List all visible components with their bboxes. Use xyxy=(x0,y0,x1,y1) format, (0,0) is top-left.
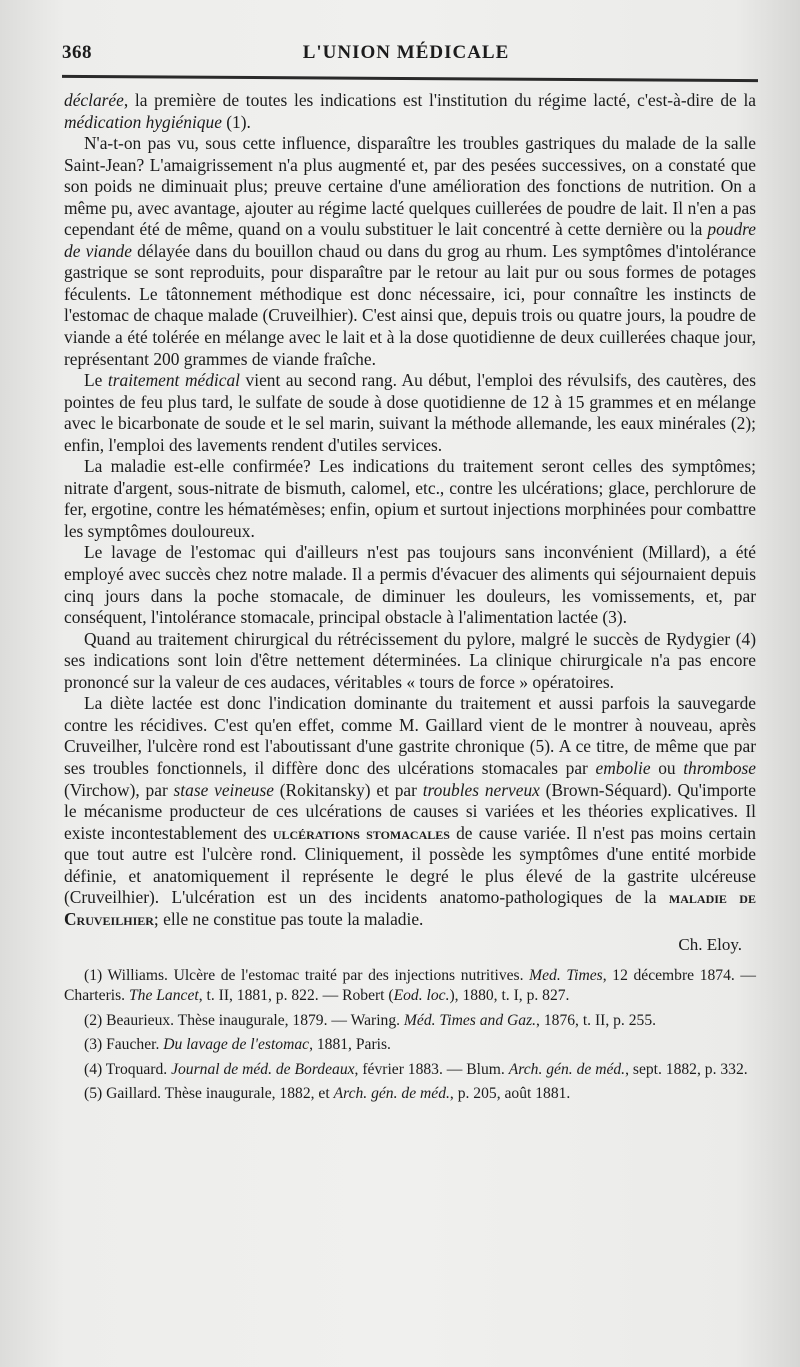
text-run: ou xyxy=(650,757,684,778)
text-run: Le xyxy=(84,370,108,391)
text-run: N'a-t-on pas vu, sous cette influence, disparaître les troubles gastriques du malade de la salle Saint-Jean? L'amaigrissement n'a plus augmenté et, par des pesées successives, on a constaté que son poids ne diminuait plus; preuve certaine d'une amélioration des fonctions de nutrition. On a même pu, avec avantage, ajouter au régime lacté quelques cuillerées de poudre de lait. Il n'en a pas cependant été de même, quand on a voulu substituer le lait concentré à cette dernière ou la xyxy=(64,133,756,240)
italic-text: médication hygiénique xyxy=(64,111,222,132)
body-paragraph xyxy=(64,542,756,628)
footnote xyxy=(64,1060,756,1081)
body-paragraph xyxy=(64,456,756,542)
footnote xyxy=(64,1035,756,1056)
text-run: ; elle ne constitue pas toute la maladie. xyxy=(153,908,424,929)
footnote xyxy=(64,1084,756,1105)
text-run: délayée dans du bouillon chaud ou dans du grog au rhum. Les symptômes d'intolérance gastrique se sont reproduits, pour disparaître par le retour au lait pur ou sous formes de potages féculents. Le tâtonnement méthodique est donc nécessaire, ici, pour connaître les instincts de l'estomac de chaque malade (Cruveilhier). C'est ainsi que, depuis trois ou quatre jours, la poudre de viande a été tolérée en mélange avec le lait et à la dose quotidienne de deux cuillerées chaque jour, représentant 200 grammes de viande fraîche. xyxy=(64,240,756,369)
header-rule xyxy=(62,75,758,82)
footnotes xyxy=(64,966,756,1105)
text-run: (Brown-Séquard). Qu'importe le mécanisme producteur de ces ulcérations de causes si variées et les théories explicatives. Il existe incontestablement des xyxy=(64,779,756,843)
italic-text: Arch. gén. de méd. xyxy=(508,1060,626,1078)
italic-text: Med. Times xyxy=(529,966,603,984)
body-paragraph xyxy=(64,90,756,133)
text-run: , 1881, Paris. xyxy=(309,1036,391,1054)
page-number: 368 xyxy=(62,42,92,63)
text-run: (2) Beaurieux. Thèse inaugurale, 1879. — Waring. xyxy=(84,1011,404,1029)
text-run: ), 1880, t. I, p. 827. xyxy=(449,987,570,1005)
italic-text: déclarée xyxy=(64,90,124,110)
small-caps-text: ulcérations stomacales xyxy=(272,822,450,843)
italic-text: Arch. gén. de méd. xyxy=(333,1085,450,1103)
italic-text: poudre de viande xyxy=(64,219,756,261)
text-run: (Virchow), par xyxy=(64,779,174,800)
text-run: Le lavage de l'estomac qui d'ailleurs n'est pas toujours sans inconvénient (Millard), a été employé avec succès chez notre malade. Il a permis d'évacuer des aliments qui séjournaient depuis cinq jours dans la poche stomacale, de diminuer les douleurs, les vomissements, et, par conséquent, l'intolérance stomacale, principal obstacle à l'alimentation lactée (3). xyxy=(64,542,756,628)
italic-text: traitement médical xyxy=(107,370,240,391)
italic-text: Du lavage de l'estomac xyxy=(163,1036,310,1054)
italic-text: thrombose xyxy=(683,757,756,778)
italic-text: The Lancet xyxy=(128,987,199,1005)
text-run: (4) Troquard. xyxy=(84,1060,172,1078)
body-paragraph xyxy=(64,629,756,694)
text-run: , février 1883. — Blum. xyxy=(354,1060,509,1078)
article-body xyxy=(64,90,756,1109)
text-run: , p. 205, août 1881. xyxy=(449,1085,571,1103)
italic-text: troubles nerveux xyxy=(422,779,540,800)
italic-text: embolie xyxy=(595,757,651,778)
text-run: (Rokitansky) et par xyxy=(273,779,423,800)
body-paragraph xyxy=(64,370,756,456)
text-run: , la première de toutes les indications est l'institution du régime lacté, c'est-à-dire de la xyxy=(123,90,756,110)
text-run: La maladie est-elle confirmée? Les indications du traitement seront celles des symptômes; nitrate d'argent, sous-nitrate de bismuth, calomel, etc., contre les ulcérations; glace, perchlorure de fer, ergotine, contre les hématémèses; enfin, opium et surtout injections morphinées pour combattre les symptômes douloureux. xyxy=(64,456,756,541)
page-header xyxy=(62,42,750,72)
italic-text: Eod. loc. xyxy=(393,987,450,1005)
text-run: vient au second rang. Au début, l'emploi des révulsifs, des cautères, des pointes de feu plus tard, le sulfate de soude à dose quotidienne de 12 à 15 grammes et en mélange avec le bicarbonate de soude et le sel marin, suivant la méthode allemande, les eaux minérales (2); enfin, l'emploi des lavements rendent d'utiles services. xyxy=(64,370,756,455)
paragraph-list xyxy=(64,90,756,930)
text-run: , t. II, 1881, p. 822. — Robert ( xyxy=(198,987,394,1005)
italic-text: Journal de méd. de Bordeaux xyxy=(171,1060,355,1078)
small-caps-text: maladie de Cruveilhier xyxy=(64,887,756,929)
author-signature: Ch. Eloy. xyxy=(678,935,742,955)
text-run: (1). xyxy=(221,111,251,132)
footnote xyxy=(64,1011,756,1032)
text-run: , 12 décembre 1874. — Charteris. xyxy=(64,966,756,1005)
text-run: (3) Faucher. xyxy=(84,1036,164,1054)
text-run: (1) Williams. Ulcère de l'estomac traité par des injections nutritives. xyxy=(84,966,530,984)
text-run: , sept. 1882, p. 332. xyxy=(625,1060,748,1078)
text-run: (5) Gaillard. Thèse inaugurale, 1882, et xyxy=(84,1085,334,1103)
body-paragraph xyxy=(64,693,756,930)
text-run: de cause variée. Il n'est pas moins certain que tout autre est l'ulcère rond. Cliniquement, il possède les symptômes d'une entité morbide définie, et anatomiquement il représente le degré le plus élevé de la gastrite ulcéreuse (Cruveilhier). L'ulcération est un des incidents anatomo-pathologiques de la xyxy=(64,822,756,908)
text-run: , 1876, t. II, p. 255. xyxy=(536,1011,657,1029)
italic-text: Méd. Times and Gaz. xyxy=(403,1011,537,1029)
running-title: L'UNION MÉDICALE xyxy=(302,42,510,63)
footnote xyxy=(64,966,756,1007)
text-run: La diète lactée est donc l'indication dominante du traitement et aussi parfois la sauvegarde contre les récidives. C'est qu'en effet, comme M. Gaillard vient de le montrer à nouveau, après Cruveilher, l'ulcère rond est l'aboutissant d'une gastrite chronique (5). A ce titre, de même que par ses troubles fonctionnels, il diffère donc des ulcérations stomacales par xyxy=(64,693,756,778)
text-run: Quand au traitement chirurgical du rétrécissement du pylore, malgré le succès de Rydygier (4) ses indications sont loin d'être nettement déterminées. La clinique chirurgicale n'a pas encore prononcé sur la valeur de ces audaces, véritables « tours de force » opératoires. xyxy=(64,628,756,692)
italic-text: stase veineuse xyxy=(173,779,274,800)
body-paragraph xyxy=(64,133,756,370)
